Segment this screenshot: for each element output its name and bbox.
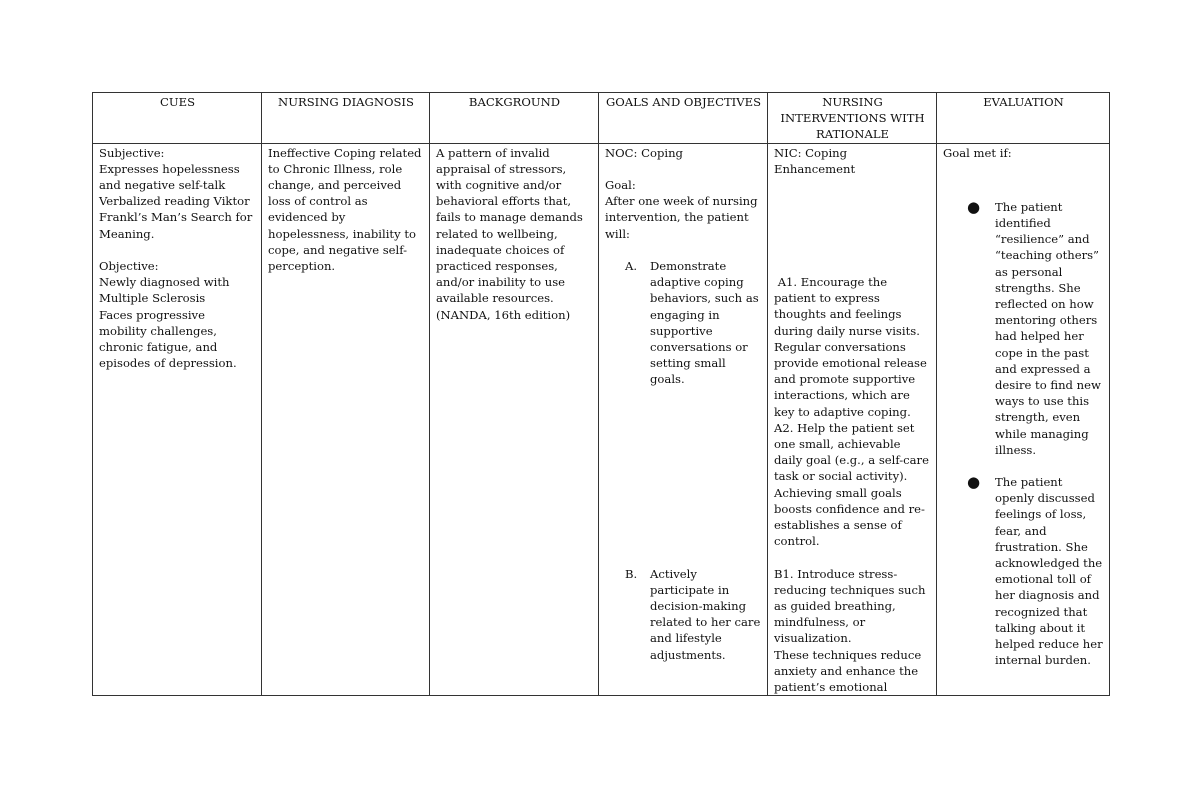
evaluation-item [967, 474, 1104, 668]
subjective-label: Subjective: [99, 145, 165, 160]
goal-item-text: Demonstrate adaptive coping behaviors, such as engaging in supportive conversations or setting small goals. [650, 259, 759, 387]
noc-label: NOC: Coping [605, 145, 683, 160]
goal-met-label: Goal met if: [943, 145, 1012, 160]
goal-marker: B. [625, 566, 638, 581]
nursing-care-plan-table [92, 92, 1110, 696]
header-interventions-rationale: NURSING INTERVENTIONS WITH RATIONALE [768, 93, 937, 144]
evaluation-item-text: The patient openly discussed feelings of loss, fear, and frustration. She acknowledged the emotional toll of her diagnosis and recognized that talking about it helped reduce her internal burden. [995, 475, 1103, 668]
objective-cue-challenges: Faces progressive mobility challenges, chronic fatigue, and episodes of depression. [99, 307, 237, 371]
spacer [605, 161, 762, 177]
intervention-b1: B1. Introduce stress-reducing techniques such as guided breathing, mindfulness, or visualization. [774, 566, 926, 646]
cues-cell [93, 143, 262, 696]
rationale-a2: Achieving small goals boosts confidence and re-establishes a sense of control. [774, 485, 925, 549]
evaluation-item [967, 199, 1104, 458]
rationale-b1: These techniques reduce anxiety and enhance the patient’s emotional [774, 647, 922, 695]
header-evaluation: EVALUATION [937, 93, 1110, 144]
intervention-a1: A1. Encourage the patient to express thoughts and feelings during daily nurse visits. [774, 275, 920, 338]
rationale-a1: Regular conversations provide emotional release and promote supportive interactions, which are key to adaptive coping. [774, 339, 927, 419]
nic-label: NIC: Coping Enhancement [774, 145, 856, 176]
header-cues: CUES [93, 93, 262, 144]
header-nursing-diagnosis: NURSING DIAGNOSIS [262, 93, 430, 144]
goal-item-text: Actively participate in decision-making related to her care and lifestyle adjustments. [650, 566, 761, 662]
spacer [99, 242, 256, 258]
bullet-icon: ● [967, 473, 981, 492]
goal-text: After one week of nursing intervention, the patient will: [605, 194, 758, 241]
objective-label: Objective: [99, 259, 159, 274]
header-row [93, 93, 1110, 144]
header-background: BACKGROUND [430, 93, 599, 144]
intervention-a2: A2. Help the patient set one small, achievable daily goal (e.g., a self-care task or social activity). [774, 420, 929, 484]
background-cell [430, 143, 599, 696]
goals-cell [599, 143, 768, 696]
spacer [605, 242, 762, 258]
goal-item-b [625, 566, 762, 663]
goal-marker: A. [625, 259, 638, 273]
goal-item-a [625, 258, 762, 388]
evaluation-item-text: The patient identified “resilience” and “teaching others” as personal strengths. She reflected on how mentoring others had helped her cope in the past and expressed a desire to find new ways to use this strength, even while managing illness. [995, 199, 1101, 457]
evaluation-list [943, 199, 1104, 669]
header-goals-objectives: GOALS AND OBJECTIVES [599, 93, 768, 144]
subjective-cues: Expresses hopelessness and negative self-talk Verbalized reading Viktor Frankl’s Man’s Search for Meaning. [99, 161, 253, 241]
diagnosis-cell [262, 143, 430, 696]
spacer [774, 549, 931, 565]
objective-cue-diagnosis: Newly diagnosed with Multiple Sclerosis [99, 275, 230, 306]
care-plan-row [93, 143, 1110, 696]
background-text: A pattern of invalid appraisal of stressors, with cognitive and/or behavioral efforts that, fails to manage demands related to wellbeing, inadequate choices of practiced responses, and/or inability to use available resources. (NANDA, 16th edition) [436, 145, 583, 322]
spacer [943, 161, 1104, 199]
bullet-icon: ● [967, 197, 981, 216]
spacer [774, 177, 931, 274]
diagnosis-text: Ineffective Coping related to Chronic Illness, role change, and perceived loss of control as evidenced by hopelessness, inability to cope, and negative self-perception. [268, 145, 422, 274]
spacer [943, 458, 1104, 474]
goal-label: Goal: [605, 178, 636, 192]
evaluation-cell [937, 143, 1110, 696]
spacer [605, 388, 762, 566]
interventions-cell [768, 143, 937, 696]
